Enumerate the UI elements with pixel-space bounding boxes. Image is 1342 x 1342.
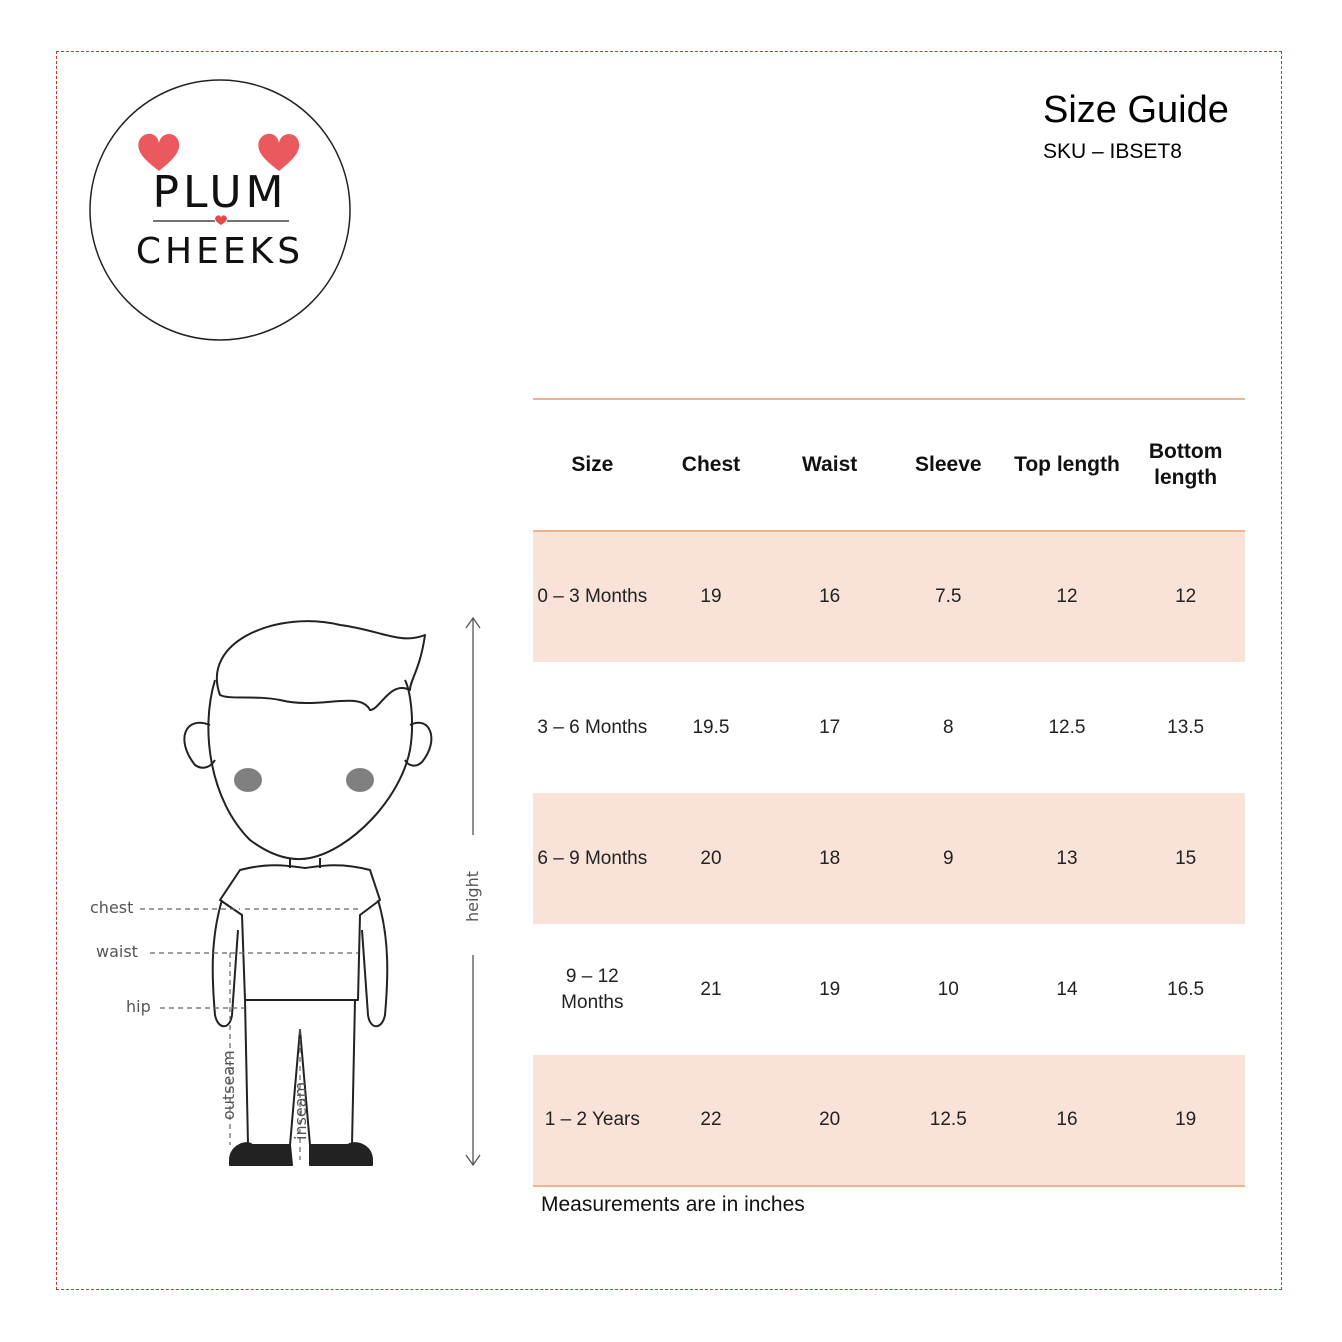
cell-waist: 20 xyxy=(819,1109,841,1130)
cell-waist: 18 xyxy=(819,847,841,869)
cell-chest: 19.5 xyxy=(692,716,730,738)
cell-chest: 22 xyxy=(700,1109,722,1130)
brand-line2: CHEEKS xyxy=(135,231,305,272)
height-label: height xyxy=(463,871,482,922)
cell-bottom-length: 12 xyxy=(1175,586,1197,607)
cell-size: 9 – 12 Months xyxy=(561,965,624,1013)
cell-top-length: 16 xyxy=(1056,1109,1078,1130)
col-header-size: Size xyxy=(571,453,614,476)
cell-chest: 20 xyxy=(700,847,722,869)
cell-size: 1 – 2 Years xyxy=(544,1109,640,1130)
waist-label: waist xyxy=(96,942,138,961)
page-title: Size Guide xyxy=(1043,89,1229,131)
measurement-figure xyxy=(80,600,510,1200)
table-row xyxy=(533,662,1245,793)
cell-size: 3 – 6 Months xyxy=(537,716,648,738)
cell-top-length: 12 xyxy=(1056,586,1078,607)
table-row xyxy=(533,793,1245,924)
table-row xyxy=(533,531,1245,662)
col-header-top-length: Top length xyxy=(1014,453,1120,476)
cell-chest: 19 xyxy=(700,586,722,607)
cell-sleeve: 12.5 xyxy=(929,1109,967,1130)
cell-top-length: 14 xyxy=(1056,978,1078,1000)
col-header-waist: Waist xyxy=(802,453,858,476)
cell-bottom-length: 15 xyxy=(1175,847,1197,869)
cell-bottom-length: 19 xyxy=(1175,1109,1197,1130)
brand-line1: PLUM xyxy=(152,167,288,218)
table-row xyxy=(533,1055,1245,1186)
col-header-bottom-length: Bottom length xyxy=(1148,440,1223,489)
outseam-label: outseam xyxy=(219,1050,238,1120)
cell-waist: 16 xyxy=(819,586,841,607)
cell-waist: 19 xyxy=(819,978,841,1000)
cell-sleeve: 7.5 xyxy=(935,586,962,607)
brand-logo xyxy=(89,79,351,341)
inseam-label: inseam xyxy=(291,1081,310,1140)
cell-top-length: 13 xyxy=(1056,847,1078,869)
cell-sleeve: 10 xyxy=(937,978,959,1000)
cell-size: 6 – 9 Months xyxy=(537,847,648,869)
cell-top-length: 12.5 xyxy=(1048,716,1086,738)
cell-bottom-length: 13.5 xyxy=(1167,716,1205,738)
col-header-sleeve: Sleeve xyxy=(915,453,982,476)
size-table xyxy=(533,398,1245,1187)
cell-waist: 17 xyxy=(819,716,841,738)
col-header-chest: Chest xyxy=(681,453,741,476)
chest-label: chest xyxy=(90,898,134,917)
cell-size: 0 – 3 Months xyxy=(537,586,648,607)
measurement-note: Measurements are in inches xyxy=(541,1193,805,1216)
cell-chest: 21 xyxy=(700,978,722,1000)
cell-bottom-length: 16.5 xyxy=(1167,978,1205,1000)
cell-sleeve: 8 xyxy=(943,716,954,738)
hip-label: hip xyxy=(126,997,151,1016)
sku-label: SKU – IBSET8 xyxy=(1043,140,1182,163)
table-row xyxy=(533,924,1245,1055)
cell-sleeve: 9 xyxy=(943,847,954,869)
table-header-row xyxy=(533,399,1245,531)
